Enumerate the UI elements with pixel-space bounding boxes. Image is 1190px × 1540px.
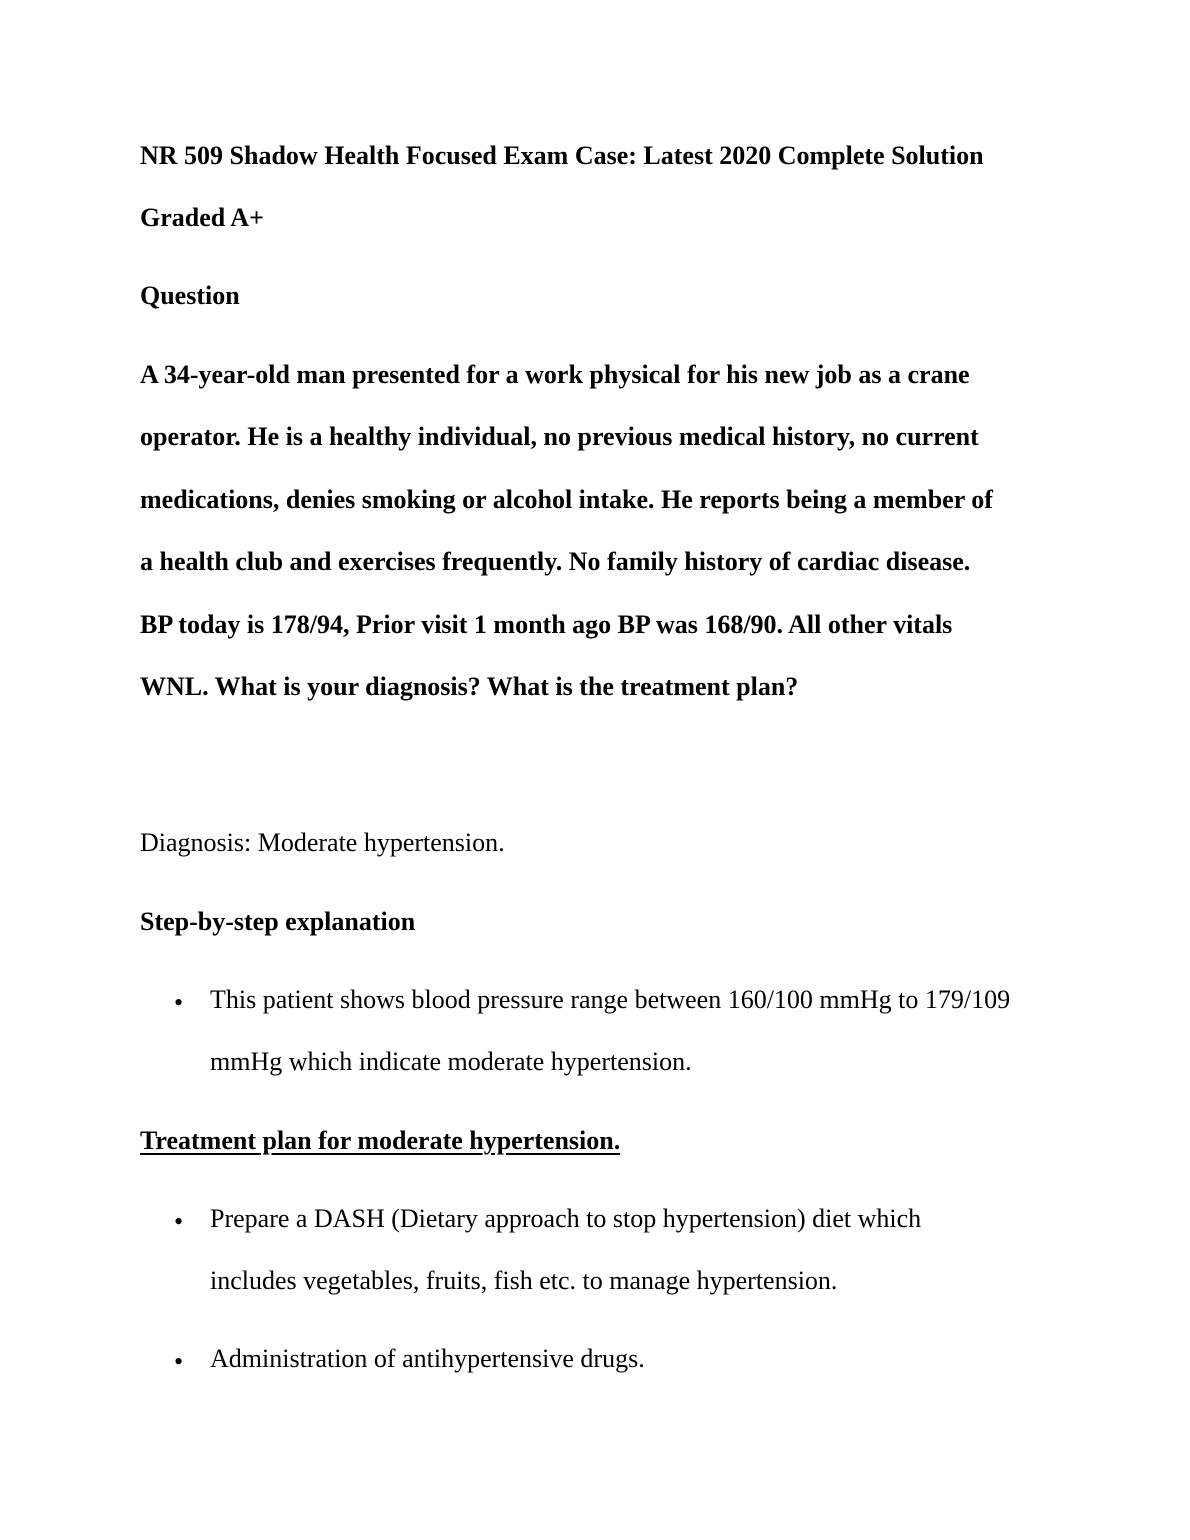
question-line: WNL. What is your diagnosis? What is the treatment plan?	[140, 672, 799, 701]
document-title-line-1: NR 509 Shadow Health Focused Exam Case: Latest 2020 Complete Solution	[140, 141, 984, 170]
diagnosis-text: Diagnosis: Moderate hypertension.	[140, 828, 505, 857]
question-line: BP today is 178/94, Prior visit 1 month ago BP was 168/90. All other vitals	[140, 610, 953, 639]
treatment-bullet-line-1: Prepare a DASH (Dietary approach to stop hypertension) diet which	[210, 1204, 922, 1233]
document-title-line-2: Graded A+	[140, 203, 264, 232]
bullet-icon: •	[174, 1347, 184, 1376]
question-line: operator. He is a healthy individual, no previous medical history, no current	[140, 422, 979, 451]
question-line: A 34-year-old man presented for a work physical for his new job as a crane	[140, 360, 970, 389]
bullet-icon: •	[174, 1207, 184, 1236]
question-line: medications, denies smoking or alcohol intake. He reports being a member of	[140, 485, 993, 514]
question-line: a health club and exercises frequently. No family history of cardiac disease.	[140, 547, 971, 576]
explanation-heading: Step-by-step explanation	[140, 907, 416, 936]
question-heading: Question	[140, 281, 240, 310]
treatment-bullet-line-2: includes vegetables, fruits, fish etc. to manage hypertension.	[210, 1266, 838, 1295]
explanation-bullet-line-2: mmHg which indicate moderate hypertension.	[210, 1047, 692, 1076]
explanation-bullet-line-1: This patient shows blood pressure range between 160/100 mmHg to 179/109	[210, 985, 1011, 1014]
treatment-bullet-line-1: Administration of antihypertensive drugs.	[210, 1344, 645, 1373]
bullet-icon: •	[174, 988, 184, 1017]
treatment-heading: Treatment plan for moderate hypertension.	[140, 1126, 621, 1155]
